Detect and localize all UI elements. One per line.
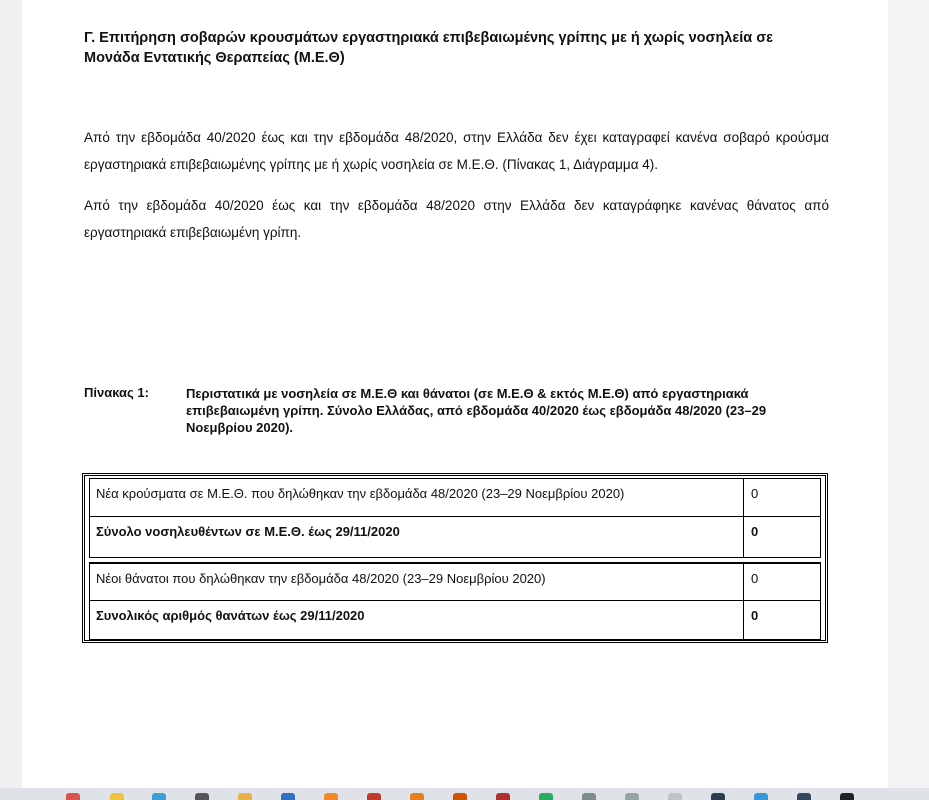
app-icon[interactable]: [152, 793, 166, 800]
app-icon[interactable]: [281, 793, 295, 800]
column-divider: [743, 478, 744, 517]
app-icon[interactable]: [453, 793, 467, 800]
row-value: 0: [751, 571, 759, 586]
paragraph-deaths: Από την εβδομάδα 40/2020 έως και την εβδομάδα 48/2020 στην Ελλάδα δεν καταγράφηκε κανένας θάνατος από εργαστηριακά επιβεβαιωμένη γρίπη.: [84, 198, 829, 240]
app-icon[interactable]: [496, 793, 510, 800]
app-icon[interactable]: [668, 793, 682, 800]
column-divider: [743, 600, 744, 640]
app-icon[interactable]: [66, 793, 80, 800]
row-label: Νέα κρούσματα σε Μ.Ε.Θ. που δηλώθηκαν την εβδομάδα 48/2020 (23–29 Νοεμβρίου 2020): [96, 486, 625, 501]
paragraph-icu-cases: Από την εβδομάδα 40/2020 έως και την εβδομάδα 48/2020, στην Ελλάδα δεν έχει καταγραφεί κανένα σοβαρό κρούσμα εργαστηριακά επιβεβαιωμένης γρίπης με ή χωρίς νοσηλεία σε Μ.Ε.Θ. (Πίνακας 1, Διάγραμμα 4).: [84, 130, 829, 172]
table-caption-text: Περιστατικά με νοσηλεία σε Μ.Ε.Θ και θάνατοι (σε Μ.Ε.Θ & εκτός Μ.Ε.Θ) από εργαστηριακά επιβεβαιωμένη γρίπη. Σύνολο Ελλάδας, από εβδομάδα 40/2020 έως εβδομάδα 48/2020 (23–29 Νοεμβρίου 2020).: [186, 386, 767, 435]
row-value: 0: [751, 524, 759, 539]
app-icon[interactable]: [110, 793, 124, 800]
table-1: [82, 473, 828, 643]
app-icon[interactable]: [367, 793, 381, 800]
table-row: [89, 562, 821, 601]
app-icon[interactable]: [582, 793, 596, 800]
document-page: [22, 0, 888, 790]
table-row: [89, 516, 821, 558]
row-value: 0: [751, 608, 759, 623]
table-row: [89, 478, 821, 517]
row-label: Συνολικός αριθμός θανάτων έως 29/11/2020: [96, 608, 365, 623]
app-icon[interactable]: [625, 793, 639, 800]
table-caption-label: Πίνακας 1:: [84, 385, 149, 400]
taskbar: [0, 788, 929, 800]
section-heading: Γ. Επιτήρηση σοβαρών κρουσμάτων εργαστηριακά επιβεβαιωμένης γρίπης με ή χωρίς νοσηλεία σε Μονάδα Εντατικής Θεραπείας (Μ.Ε.Θ): [84, 30, 774, 66]
app-icon[interactable]: [797, 793, 811, 800]
app-icon[interactable]: [711, 793, 725, 800]
row-label: Νέοι θάνατοι που δηλώθηκαν την εβδομάδα 48/2020 (23–29 Νοεμβρίου 2020): [96, 571, 546, 586]
app-icon[interactable]: [410, 793, 424, 800]
table-row: [89, 600, 821, 640]
viewer-scroll-gutter[interactable]: [888, 0, 929, 800]
app-icon[interactable]: [238, 793, 252, 800]
app-icon[interactable]: [754, 793, 768, 800]
column-divider: [743, 516, 744, 558]
row-value: 0: [751, 486, 759, 501]
app-icon[interactable]: [324, 793, 338, 800]
app-icon[interactable]: [539, 793, 553, 800]
column-divider: [743, 563, 744, 601]
row-label: Σύνολο νοσηλευθέντων σε Μ.Ε.Θ. έως 29/11/2020: [96, 524, 400, 539]
app-icon[interactable]: [195, 793, 209, 800]
app-icon[interactable]: [840, 793, 854, 800]
